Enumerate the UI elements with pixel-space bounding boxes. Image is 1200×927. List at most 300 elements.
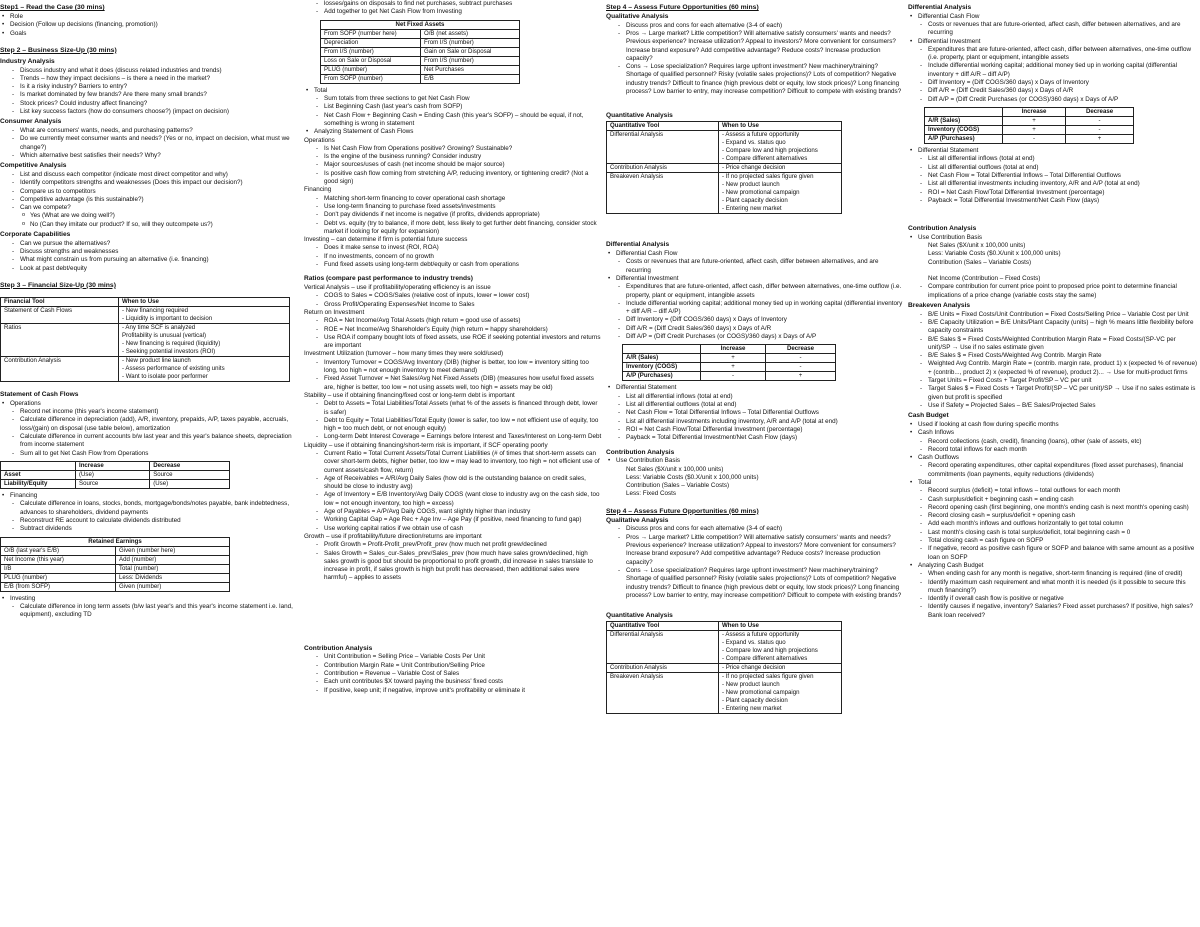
- retained-earnings-table: [0, 537, 230, 592]
- table-cell: Add (number): [116, 555, 230, 564]
- list-item: - Fund fixed assets using long-term debt/equity or cash from operations: [304, 261, 602, 269]
- list-item: - Debt to Equity = Total Liabilities/Total Equity (lower is safer, too low = not efficient use of equity, too high = too much debt, or not enough equity): [304, 417, 602, 434]
- table-row: [1, 470, 230, 479]
- table-cell: From SOFP (number): [321, 74, 421, 83]
- table-cell: Contribution Analysis: [607, 164, 719, 173]
- list-item: - Current Ratio = Total Current Assets/Total Current Liabilities (# of times that short-term assets can cover short-term debts, higher better, too low = may lead to inventory, too high = not efficient use of current assets/cash flow, return): [304, 450, 602, 475]
- list-item: - ROA = Net Income/Avg Total Assets (high return = good use of assets): [304, 317, 602, 325]
- investing-subheading: Investing – can determine if firm is potential future success: [304, 236, 468, 244]
- list-item: - Inventory Turnover = COGS/Avg Inventory (DIB) (higher is better, too low = inventory sitting too long, too high = not enough inventory to meet demand): [304, 359, 602, 376]
- list-item: - Is positive cash flow coming from stretching A/P, reducing inventory, or tightening credit? (Not a good sign): [304, 170, 602, 187]
- table-cell: O/B (net assets): [421, 29, 520, 38]
- consumer-analysis-heading: Consumer Analysis: [0, 118, 62, 126]
- step4-repeat-title: Step 4 – Assess Future Opportunities (60 mins): [606, 507, 759, 515]
- table-cell: -: [766, 363, 836, 372]
- table-cell: - If no projected sales figure given - New product launch - New promotional campaign - Plant capacity decision - Entering new market: [719, 173, 842, 214]
- table-row: [607, 630, 842, 663]
- diff-investment-label: • Differential Investment: [908, 38, 1198, 46]
- table-cell: Differential Analysis: [607, 630, 719, 663]
- operations-label: • Operations: [0, 400, 300, 408]
- stability-label: Stability – use if obtaining financing/fixed cost or long-term debt is important: [304, 391, 515, 399]
- list-item: - Expenditures that are future-oriented, affect cash, differ between alternatives, one-time outflow (i.e. property, plant or equipment, intangible assets: [908, 46, 1198, 63]
- list-item: - If positive, keep unit; if negative, improve unit's profitability or eliminate it: [304, 687, 602, 695]
- list-item: - B/E Sales $ = Fixed Costs/Weighted Contribution Margin Rate = Fixed Costs/(SP-VC per unit)/SP → Use if no sales estimate given: [908, 336, 1198, 353]
- contribution-basis-label: • Use Contribution Basis: [606, 457, 904, 465]
- qualitative-heading: Qualitative Analysis: [606, 12, 669, 20]
- table-row: [1, 323, 290, 356]
- list-item: - Diff A/P = (Diff Credit Purchases (or COGS)/360 days) x Days of A/P: [606, 333, 904, 341]
- list-item: - Total closing cash = cash figure on SOFP: [908, 537, 1198, 545]
- list-item: - List all differential inflows (total at end): [908, 155, 1198, 163]
- list-item: - Discuss pros and cons for each alternative (3-4 of each): [606, 22, 904, 30]
- table-row: [1, 573, 230, 582]
- table-cell: - Any time SCF is analyzed Profitability is unusual (vertical) - New financing is required (liquidity) - Seeking potential investors (ROI): [119, 323, 290, 356]
- table-cell: +: [1003, 126, 1066, 135]
- cash-budget-heading: Cash Budget: [908, 412, 949, 420]
- table-cell: Differential Analysis: [607, 131, 719, 164]
- table-cell: From I/S (number): [321, 47, 421, 56]
- list-item: - Add together to get Net Cash Flow from Investing: [304, 8, 602, 16]
- table-cell: Given (number here): [116, 546, 230, 555]
- table-cell: A/P (Purchases): [623, 372, 701, 381]
- list-item: - Target Sales $ = Fixed Costs + Target Profit/(SP – VC per unit)/SP → Use if no sales estimate is given but profit is specified: [908, 385, 1198, 402]
- table-cell: +: [701, 363, 766, 372]
- list-item: - Identify causes if negative, inventory? Salaries? Fixed asset purchases? If positive, high sales? Bank loan received?: [908, 603, 1198, 620]
- list-item: - Identify if overall cash flow is positive or negative: [908, 595, 1198, 603]
- table-row: [623, 372, 836, 381]
- table-cell: Liability/Equity: [1, 480, 76, 489]
- diff-statement-label: • Differential Statement: [606, 384, 904, 392]
- list-item: - Cons → Lose specialization? Requires large upfront investment? New machinery/training? Shortage of qualified personnel? Risky (volatile sales projections)? Lots of competition? Negative industry trends? Difficult to finance (high previous debt or equity, low stock prices)? Long financing process? Low barrier to entry, may increase competition? Difficult to compete with existing brands?: [606, 567, 904, 600]
- vertical-analysis-label: Vertical Analysis – use if profitability/operating efficiency is an issue: [304, 284, 491, 292]
- table-cell: O/B (last year's E/B): [1, 546, 116, 555]
- table-header: When to Use: [719, 122, 842, 131]
- table-cell: Contribution Analysis: [607, 663, 719, 672]
- list-item: - Diff A/P = (Diff Credit Purchases (or COGS)/360 days) x Days of A/P: [908, 96, 1198, 104]
- table-row: [321, 65, 520, 74]
- list-item: - Sales Growth = Sales_cur-Sales_prev/Sales_prev (how much have sales grown/declined, high sales growth is good but should be proportional to profit growth, did increase in sales translate to increase in profit, if sales growth is high but profit has decreased, then additional sales were harmful) – applies to assets: [304, 550, 602, 583]
- list-item: - Identify maximum cash requirement and what month it is needed (is it possible to secure this much financing?): [908, 579, 1198, 596]
- table-header: When to Use: [119, 297, 290, 306]
- list-item: - Record collections (cash, credit), financing (loans), other (sale of assets, etc): [908, 438, 1198, 446]
- table-cell: E/B (from SOFP): [1, 582, 116, 591]
- table-cell: -: [701, 372, 766, 381]
- list-item: - Record closing cash = surplus/deficit + opening cash: [908, 512, 1198, 520]
- list-item: - If no investments, concern of no growth: [304, 253, 602, 261]
- list-item: - Use working capital ratios if we obtain use of cash: [304, 525, 602, 533]
- list-item: - Net Cash Flow = Total Differential Inflows – Total Differential Outflows: [908, 172, 1198, 180]
- quantitative-heading-2: Quantitative Analysis: [606, 612, 673, 620]
- list-item: - Subtract dividends: [0, 525, 300, 533]
- table-cell: Breakeven Analysis: [607, 173, 719, 214]
- table-cell: Less: Dividends: [116, 573, 230, 582]
- list-item: - List Beginning Cash (last year's cash from SOFP): [304, 103, 602, 111]
- list-item: - Cons → Lose specialization? Requires large upfront investment? New machinery/training? Shortage of qualified personnel? Risky (volatile sales projections)? Lots of competition? Negative industry trends? Difficult to finance (high previous debt or equity, low stock prices)? Long financing process? Low barrier to entry, may increase competition? Difficult to compete with existing brands?: [606, 63, 904, 96]
- list-item: - Stock prices? Could industry affect financing?: [0, 100, 300, 108]
- total-label: • Total: [304, 87, 602, 95]
- step2-title: Step 2 – Business Size-Up (30 mins): [0, 46, 117, 54]
- list-item: - B/E Sales $ = Fixed Costs/Weighted Avg Contrib. Margin Rate: [908, 352, 1198, 360]
- list-item: - Use ROA if company bought lots of fixed assets, use ROE if seeking potential investors and returns are important: [304, 334, 602, 351]
- industry-analysis-heading: Industry Analysis: [0, 57, 55, 65]
- table-row: [607, 131, 842, 164]
- list-item: - Don't pay dividends if net income is negative (if profits, dividends appropriate): [304, 211, 602, 219]
- table-row: [623, 354, 836, 363]
- table-cell: PLUG (number): [321, 65, 421, 74]
- list-item: - ROE = Net Income/Avg Shareholder's Equity (high return = happy shareholders): [304, 326, 602, 334]
- table-row: [925, 117, 1134, 126]
- table-header: Quantitative Tool: [607, 621, 719, 630]
- list-item: - List all differential investments including inventory, A/R and A/P (total at end): [908, 180, 1198, 188]
- list-item: - Record opening cash (first beginning, one month's ending cash is next month's opening cash): [908, 504, 1198, 512]
- list-item: - Record total inflows for each month: [908, 446, 1198, 454]
- list-item: - Diff Inventory = (Diff COGS/360 days) x Days of Inventory: [606, 316, 904, 324]
- contribution-line: Less: Variable Costs ($0.X/unit x 100,000 units): [928, 250, 1061, 258]
- list-item: - Pros → Large market? Little competition? Will alternative satisfy consumers' wants and needs? Previous experience? Increase utilization? Appeal to investors? More convenient for consumers? Increase brand exposure? Add competitive advantage? Reduce costs? Increase production capacity?: [606, 30, 904, 63]
- list-item: - Profit Growth = Profit-Profit_prev/Profit_prev (how much net profit grew/declined: [304, 541, 602, 549]
- contribution-basis-label: • Use Contribution Basis: [908, 234, 1198, 242]
- table-row: [321, 38, 520, 47]
- list-item: - Identify competitors strengths and weaknesses (Does this impact our decision?): [0, 179, 300, 187]
- table-cell: Breakeven Analysis: [607, 672, 719, 713]
- growth-label: Growth – use if profitability/future direction/returns are important: [304, 532, 482, 540]
- list-item: - Competitive advantage (is this sustainable?): [0, 196, 300, 204]
- list-item: - Include differential working capital; additional money tied up in working capital (differential inventory + diff A/R – diff A/P): [606, 300, 904, 317]
- list-item: - Diff A/R = (Diff Credit Sales/360 days) x Days of A/R: [606, 325, 904, 333]
- table-cell: Source: [150, 470, 230, 479]
- quantitative-tool-table: [606, 121, 842, 214]
- diff-statement-label: • Differential Statement: [908, 147, 1198, 155]
- list-item: - Matching short-term financing to cover operational cash shortage: [304, 195, 602, 203]
- list-item: - Cash surplus/deficit + beginning cash = ending cash: [908, 496, 1198, 504]
- table-cell: - Assess a future opportunity - Expand vs. status quo - Compare low and high projections - Compare different alternatives: [719, 630, 842, 663]
- list-item: - Is the engine of the business running? Consider industry: [304, 153, 602, 161]
- table-title: Net Fixed Assets: [321, 20, 520, 29]
- table-cell: +: [1066, 135, 1134, 144]
- table-cell: E/B: [421, 74, 520, 83]
- list-item: - Does it make sense to invest (ROI, ROA): [304, 244, 602, 252]
- list-item: - Calculate difference in long term assets (b/w last year's and this year's income statement i.e. land, equipment), excluding TD: [0, 603, 300, 620]
- table-cell: - Assess a future opportunity - Expand vs. status quo - Compare low and high projections - Compare different alternatives: [719, 131, 842, 164]
- table-cell: Inventory (COGS): [623, 363, 701, 372]
- list-item: - When ending cash for any month is negative, short-term financing is required (line of credit): [908, 570, 1198, 578]
- table-cell: From I/S (number): [421, 56, 520, 65]
- diff-investment-label: • Differential Investment: [606, 275, 904, 283]
- step1-list: [0, 13, 300, 38]
- table-row: [623, 363, 836, 372]
- list-item: - Record surplus (deficit) = total inflows – total outflows for each month: [908, 487, 1198, 495]
- working-capital-table: [622, 344, 836, 381]
- list-item: - Sum all to get Net Cash Flow from Operations: [0, 450, 300, 458]
- column-2: [304, 0, 602, 925]
- table-cell: Net Purchases: [421, 65, 520, 74]
- qualitative-heading-2: Qualitative Analysis: [606, 516, 669, 524]
- column-1: [0, 4, 300, 925]
- table-row: [321, 74, 520, 83]
- list-item: - Expenditures that are future-oriented, affect cash, differ between alternatives, one-time outflow (i.e. property, plant or equipment, intangible assets: [606, 283, 904, 300]
- financing-subheading: Financing: [304, 186, 332, 194]
- table-cell: From I/S (number): [421, 38, 520, 47]
- table-cell: Inventory (COGS): [925, 126, 1003, 135]
- table-row: [925, 126, 1134, 135]
- quantitative-tool-table-2: [606, 621, 842, 714]
- table-row: [321, 29, 520, 38]
- cash-outflows-label: • Cash Outflows: [908, 454, 1198, 462]
- list-item: - If negative, record as positive cash figure or SOFP and balance with same amount as a positive loan on SOFP: [908, 545, 1198, 562]
- list-item: - Age of Receivables = A/R/Avg Daily Sales (how old is the outstanding balance on credit sales, should be close to industry avg): [304, 475, 602, 492]
- list-item: o No (Can they imitate our product? If so, will they outcompete us?): [0, 221, 300, 229]
- table-cell: Asset: [1, 470, 76, 479]
- list-item: - Last month's closing cash is total surplus/deficit, total beginning cash = 0: [908, 529, 1198, 537]
- table-cell: Total (number): [116, 564, 230, 573]
- list-item: - Calculate difference in loans, stocks, bonds, mortgage/bonds/notes payable, bank indebtedness, advances to shareholders, dividend payments: [0, 500, 300, 517]
- table-cell: - New product line launch - Assess performance of existing units - Want to isolate poor performer: [119, 357, 290, 382]
- list-item: - Is Net Cash Flow from Operations positive? Growing? Sustainable?: [304, 145, 602, 153]
- list-item: - Age of Payables = A/P/Avg Daily COGS, want slightly higher than industry: [304, 508, 602, 516]
- table-cell: -: [1003, 135, 1066, 144]
- contribution-heading: Contribution Analysis: [304, 644, 373, 652]
- column-4: [908, 4, 1198, 925]
- list-item: - Which alternative best satisfies their needs? Why?: [0, 152, 300, 160]
- net-fixed-assets-table: [320, 20, 520, 84]
- list-item: - Contribution Margin Rate = Unit Contribution/Selling Price: [304, 662, 602, 670]
- table-header: [925, 107, 1003, 116]
- table-header: Quantitative Tool: [607, 122, 719, 131]
- scf-heading: Statement of Cash Flows: [0, 391, 79, 399]
- table-cell: I/B: [1, 564, 116, 573]
- diff-cash-flow-label: • Differential Cash Flow: [908, 13, 1198, 21]
- column-3: [606, 4, 904, 925]
- table-cell: - Price change decision: [719, 663, 842, 672]
- list-item: - Add each month's inflows and outflows horizontally to get total column: [908, 520, 1198, 528]
- list-item: - Weighted Avg Contrib. Margin Rate = (contrib. margin rate, product 1) x (expected % of revenue) + (contrib..., product 2) x (expected % of revenue), product 2)... → Use for multi-product firms: [908, 360, 1198, 377]
- list-item: - Long-term Debt Interest Coverage = Earnings before Interest and Taxes/Interest on Long-term Debt: [304, 433, 602, 441]
- table-cell: Ratios: [1, 323, 119, 356]
- investing-label: • Investing: [0, 595, 300, 603]
- table-cell: - If no projected sales figure given - New product launch - New promotional campaign - Plant capacity decision - Entering new market: [719, 672, 842, 713]
- table-cell: Contribution Analysis: [1, 357, 119, 382]
- list-item: - Is it a risky industry? Barriers to entry?: [0, 83, 300, 91]
- table-row: [1, 546, 230, 555]
- list-item: - B/E Units = Fixed Costs/Unit Contribution = Fixed Costs/Selling Price – Variable Cost per Unit: [908, 311, 1198, 319]
- financing-label: • Financing: [0, 492, 300, 500]
- list-item: - Net Cash Flow = Total Differential Inflows – Total Differential Outflows: [606, 409, 904, 417]
- contribution-line: Net Sales ($X/unit x 100,000 units): [928, 242, 1026, 250]
- list-item: - List key success factors (how do consumers choose?) (impact on decision): [0, 108, 300, 116]
- table-cell: Gain on Sale or Disposal: [421, 47, 520, 56]
- table-row: [321, 56, 520, 65]
- list-item: - losses/gains on disposals to find net purchases, subtract purchases: [304, 0, 602, 8]
- table-header: Increase: [76, 461, 150, 470]
- list-item: • Role: [0, 13, 300, 21]
- list-item: - Calculate difference in current accounts b/w last year and this year's balance sheets, depreciation from income statement: [0, 433, 300, 450]
- contribution-heading: Contribution Analysis: [908, 225, 977, 233]
- table-cell: (Use): [150, 480, 230, 489]
- table-header: [1, 461, 76, 470]
- table-row: [607, 173, 842, 214]
- list-item: - Debt vs. equity (try to balance, if more debt, less likely to get further debt financing, consider stock market if looking for equity for expansion): [304, 220, 602, 237]
- net-income-line: Net Income (Contribution – Fixed Costs): [928, 275, 1041, 283]
- table-row: [1, 582, 230, 591]
- list-item: - List all differential outflows (total at end): [908, 164, 1198, 172]
- table-cell: -: [1066, 117, 1134, 126]
- table-header: Decrease: [150, 461, 230, 470]
- table-cell: A/R (Sales): [623, 354, 701, 363]
- differential-heading: Differential Analysis: [908, 4, 972, 11]
- analyzing-cash-budget-label: • Analyzing Cash Budget: [908, 562, 1198, 570]
- list-item: - Compare us to competitors: [0, 188, 300, 196]
- table-cell: +: [701, 354, 766, 363]
- table-cell: PLUG (number): [1, 573, 116, 582]
- table-row: [1, 357, 290, 382]
- table-cell: A/R (Sales): [925, 117, 1003, 126]
- total-label: • Total: [908, 479, 1198, 487]
- table-cell: - Price change decision: [719, 164, 842, 173]
- table-header: Increase: [1003, 107, 1066, 116]
- list-item: o Yes (What are we doing well?): [0, 212, 300, 220]
- list-item: - Discuss strengths and weaknesses: [0, 248, 300, 256]
- list-item: - What are consumers' wants, needs, and purchasing patterns?: [0, 127, 300, 135]
- list-item: - Look at past debt/equity: [0, 265, 300, 273]
- list-item: - Use if Safety = Projected Sales – B/E Sales/Projected Sales: [908, 402, 1198, 410]
- list-item: - Trends – how they impact decisions – is there a need in the market?: [0, 75, 300, 83]
- working-capital-table: [924, 107, 1134, 144]
- list-item: - Is market dominated by few brands? Are there many small brands?: [0, 91, 300, 99]
- operations-subheading: Operations: [304, 136, 335, 144]
- list-item: - List and discuss each competitor (indicate most direct competitor and why): [0, 171, 300, 179]
- list-item: - Net Cash Flow + Beginning Cash = Ending Cash (this year's SOFP) – should be equal, if not, something is wrong in statement: [304, 112, 602, 129]
- table-row: [1, 306, 290, 323]
- table-cell: Source: [76, 480, 150, 489]
- financial-tool-table: [0, 297, 290, 382]
- list-item: • Used if looking at cash flow during specific months: [908, 421, 1198, 429]
- list-item: - Costs or revenues that are future-oriented, affect cash, differ between alternatives, and are recurring: [908, 21, 1198, 38]
- breakeven-heading: Breakeven Analysis: [908, 301, 971, 309]
- list-item: - Gross Profit/Operating Expenses/Net Income to Sales: [304, 301, 602, 309]
- table-row: [1, 480, 230, 489]
- contribution-line: Less: Fixed Costs: [626, 490, 677, 498]
- table-row: [607, 164, 842, 173]
- list-item: - Do we currently meet consumer wants and needs? (Yes or no, impact on decision, what must we change?): [0, 135, 300, 152]
- table-cell: Loss on Sale or Disposal: [321, 56, 421, 65]
- operations-table: [0, 461, 230, 489]
- diff-cash-flow-label: • Differential Cash Flow: [606, 250, 904, 258]
- list-item: - Discuss pros and cons for each alternative (3-4 of each): [606, 525, 904, 533]
- table-cell: Given (number): [116, 582, 230, 591]
- list-item: - Costs or revenues that are future-oriented, affect cash, differ between alternatives, and are recurring: [606, 258, 904, 275]
- utilization-label: Investment Utilization (turnover – how many times they were sold/used): [304, 350, 504, 358]
- table-header: When to Use: [719, 621, 842, 630]
- roi-label: Return on Investment: [304, 308, 365, 316]
- list-item: - Diff Inventory = (Diff COGS/360 days) x Days of Inventory: [908, 79, 1198, 87]
- list-item: - List all differential investments including inventory, A/R and A/P (total at end): [606, 418, 904, 426]
- table-cell: Statement of Cash Flows: [1, 306, 119, 323]
- table-row: [1, 555, 230, 564]
- contribution-line: Less: Variable Costs ($0.X/unit x 100,000 units): [626, 473, 759, 481]
- list-item: - List all differential outflows (total at end): [606, 401, 904, 409]
- list-item: - Target Units = Fixed Costs + Target Profit/SP – VC per unit: [908, 377, 1198, 385]
- table-row: [607, 663, 842, 672]
- quantitative-heading: Quantitative Analysis: [606, 112, 673, 120]
- step4-title: Step 4 – Assess Future Opportunities (60 mins): [606, 4, 759, 11]
- table-header: [623, 345, 701, 354]
- list-item: - Unit Contribution = Selling Price – Variable Costs Per Unit: [304, 653, 602, 661]
- list-item: - Can we compete?: [0, 204, 300, 212]
- contribution-heading: Contribution Analysis: [606, 448, 675, 456]
- table-cell: A/P (Purchases): [925, 135, 1003, 144]
- table-row: [607, 672, 842, 713]
- list-item: - Payback = Total Differential Investment/Net Cash Flow (days): [606, 434, 904, 442]
- contribution-line: Contribution (Sales – Variable Costs): [626, 482, 730, 490]
- list-item: - Payback = Total Differential Investment/Net Cash Flow (days): [908, 197, 1198, 205]
- list-item: - Include differential working capital; additional money tied up in working capital (differential inventory + diff A/R – diff A/P): [908, 62, 1198, 79]
- ratios-heading: Ratios (compare past performance to industry trends): [304, 275, 473, 283]
- list-item: - Discuss industry and what it does (discuss related industries and trends): [0, 67, 300, 75]
- list-item: - Pros → Large market? Little competition? Will alternative satisfy consumers' wants and needs? Previous experience? Increase utilization? Appeal to investors? More convenient for consumers? Increase brand exposure? Add competitive advantage? Reduce costs? Increase production capacity?: [606, 534, 904, 567]
- list-item: - Record operating expenditures, other capital expenditures (fixed asset purchases), financial commitments (loan payments, equity reductions (dividends): [908, 462, 1198, 479]
- table-header: Financial Tool: [1, 297, 119, 306]
- table-cell: -: [766, 354, 836, 363]
- table-cell: -: [1066, 126, 1134, 135]
- table-cell: - New financing required - Liquidity is important to decision: [119, 306, 290, 323]
- list-item: - Sum totals from three sections to get Net Cash Flow: [304, 95, 602, 103]
- liquidity-label: Liquidity – use if obtaining financing/short-term risk is important, if SCF operating poorly: [304, 441, 548, 449]
- list-item: - List all differential inflows (total at end): [606, 393, 904, 401]
- table-row: [1, 564, 230, 573]
- list-item: - Use long-term financing to purchase fixed assets/investments: [304, 203, 602, 211]
- cash-inflows-label: • Cash Inflows: [908, 429, 1198, 437]
- table-title: Retained Earnings: [1, 537, 230, 546]
- list-item: - Major sources/uses of cash (net income should be major source): [304, 161, 602, 169]
- list-item: - ROI = Net Cash Flow/Total Differential Investment (percentage): [606, 426, 904, 434]
- list-item: - Compare contribution for current price point to proposed price point to determine financial implications of a price change (variable costs stay the same): [908, 283, 1198, 300]
- corporate-capabilities-heading: Corporate Capabilities: [0, 230, 71, 238]
- competitive-analysis-heading: Competitive Analysis: [0, 162, 67, 170]
- list-item: - What might constrain us from pursuing an alternative (i.e. financing): [0, 256, 300, 264]
- list-item: - Calculate difference in depreciation (add), A/R, inventory, prepaids, A/P, taxes payable, accruals, loss/(gain) on disposal (use table below), amortization: [0, 416, 300, 433]
- table-header: Decrease: [1066, 107, 1134, 116]
- list-item: - Fixed Asset Turnover = Net Sales/Avg Net Fixed Assets (DIB) (measures how useful fixed assets are, higher is better, too low = not using assets well, too high = assets may be old): [304, 375, 602, 392]
- list-item: - COGS to Sales = COGS/Sales (relative cost of inputs, lower = lower cost): [304, 292, 602, 300]
- list-item: - Debt to Assets = Total Liabilities/Total Assets (what % of the assets is financed through debt, lower is safer): [304, 400, 602, 417]
- list-item: - Record net income (this year's income statement): [0, 408, 300, 416]
- list-item: - Age of Inventory = E/B Inventory/Avg Daily COGS (want close to industry avg on the cash side, too low = not enough inventory, too high = excess): [304, 491, 602, 508]
- list-item: - Each unit contributes $X toward paying the business' fixed costs: [304, 678, 602, 686]
- list-item: - B/E Capacity Utilization = B/E Units/Plant Capacity (units) – high % means little flexibility before capacity constraints: [908, 319, 1198, 336]
- list-item: - Can we pursue the alternatives?: [0, 240, 300, 248]
- table-cell: +: [766, 372, 836, 381]
- table-cell: Depreciation: [321, 38, 421, 47]
- list-item: - ROI = Net Cash Flow/Total Differential Investment (percentage): [908, 189, 1198, 197]
- table-row: [321, 47, 520, 56]
- table-header: Decrease: [766, 345, 836, 354]
- table-cell: +: [1003, 117, 1066, 126]
- differential-heading: Differential Analysis: [606, 241, 670, 249]
- list-item: • Decision (Follow up decisions (financing, promotion)): [0, 21, 300, 29]
- table-cell: From SOFP (number here): [321, 29, 421, 38]
- analyzing-label: • Analyzing Statement of Cash Flows: [304, 128, 602, 136]
- table-header: Increase: [701, 345, 766, 354]
- contribution-line: Contribution (Sales – Variable Costs): [928, 258, 1032, 266]
- step3-title: Step 3 – Financial Size-Up (30 mins): [0, 281, 116, 289]
- list-item: - Diff A/R = (Diff Credit Sales/360 days) x Days of A/R: [908, 87, 1198, 95]
- list-item: - Contribution = Revenue – Variable Cost of Sales: [304, 670, 602, 678]
- table-cell: (Use): [76, 470, 150, 479]
- contribution-line: Net Sales ($X/unit x 100,000 units): [626, 465, 724, 473]
- table-cell: Net Income (this year): [1, 555, 116, 564]
- list-item: • Goals: [0, 30, 300, 38]
- table-row: [925, 135, 1134, 144]
